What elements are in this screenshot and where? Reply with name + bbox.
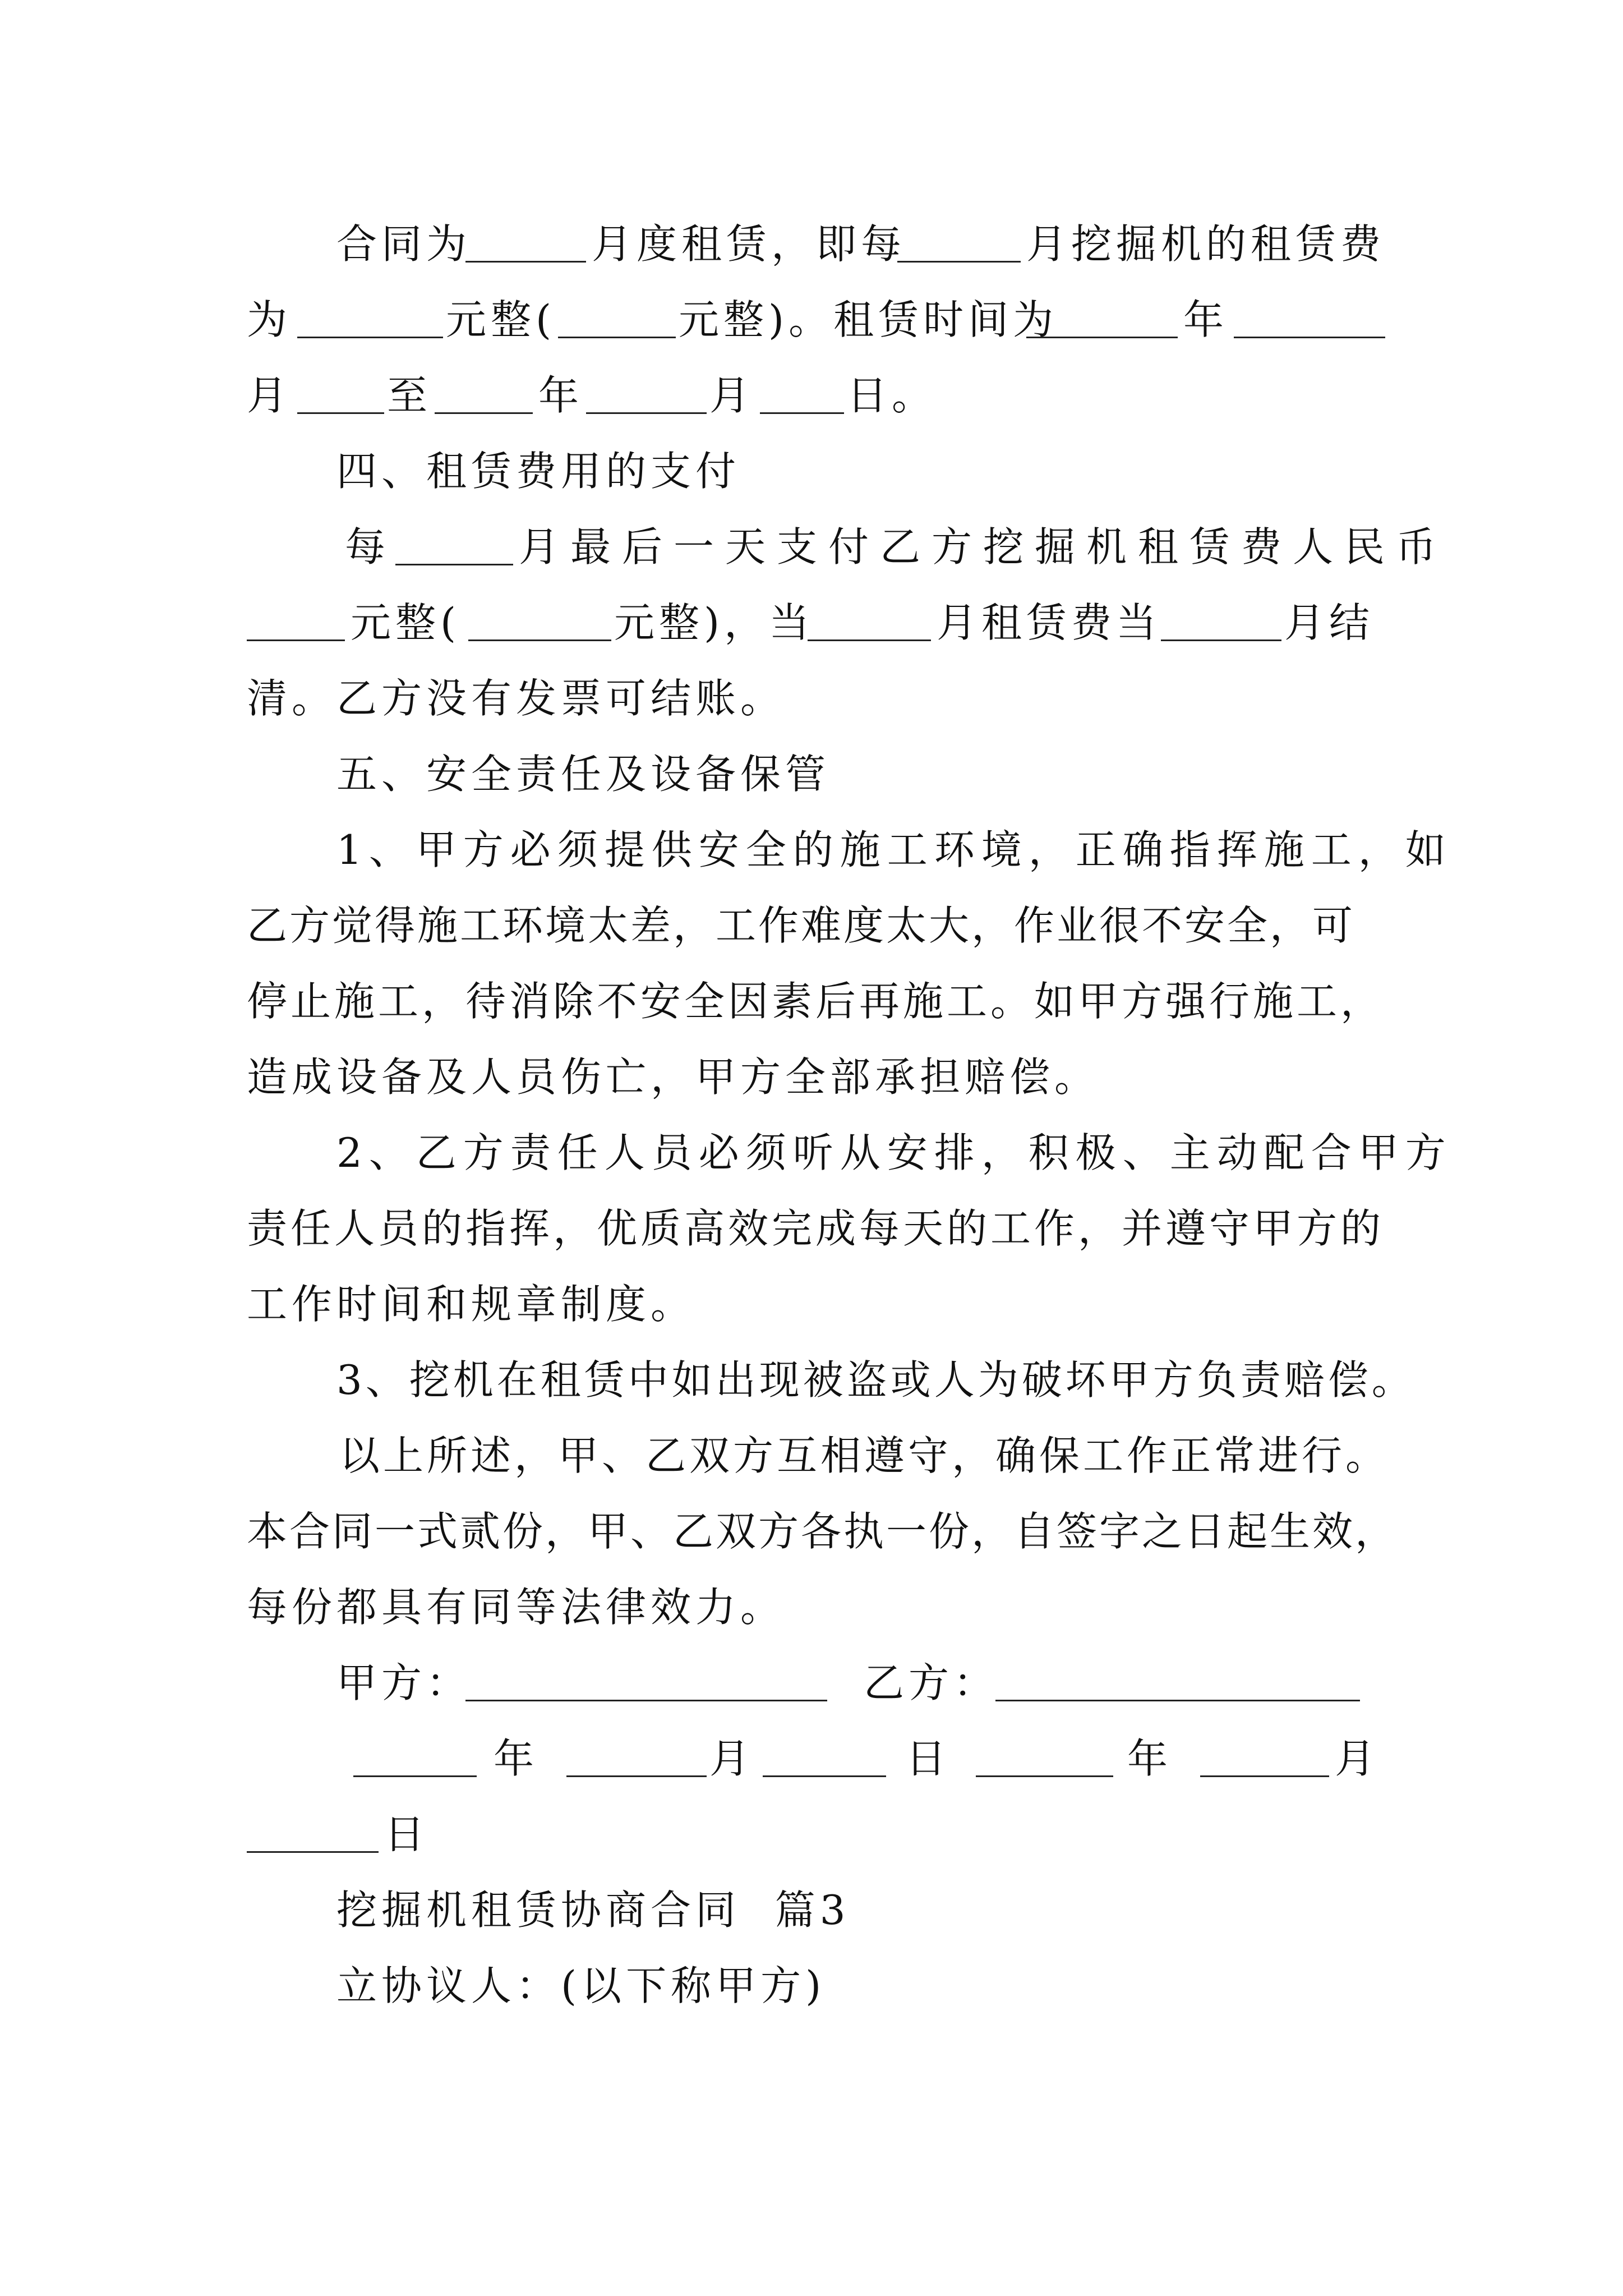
blank-line xyxy=(763,1722,886,1795)
text-segment: 乙方觉得施工环境太差，工作难度太大，作业很不安全，可 xyxy=(247,902,1355,949)
text-segment: 停止施工，待消除不安全因素后再施工。如甲方强行施工， xyxy=(247,978,1385,1025)
text-segment: 每份都具有同等法律效力。 xyxy=(247,1584,786,1631)
blank-line xyxy=(760,359,844,432)
text-segment: 1、甲方必须提供安全的施工环境，正确指挥施工，如 xyxy=(336,826,1453,873)
blank-line xyxy=(1200,1722,1329,1795)
text-segment: 五、安全责任及设备保管 xyxy=(336,751,831,798)
text-segment: 为 xyxy=(247,296,292,343)
text-segment: 月租赁费当 xyxy=(937,599,1161,646)
text-segment: 清。乙方没有发票可结账。 xyxy=(247,675,786,722)
text-line xyxy=(0,889,1623,962)
signature-line xyxy=(0,1646,1623,1719)
blank-line xyxy=(247,1798,379,1871)
text-line xyxy=(0,1192,1623,1265)
text-segment: 日 xyxy=(384,1811,430,1858)
text-segment: 月度租赁，即每 xyxy=(592,220,906,268)
text-line xyxy=(0,1949,1623,2022)
blank-line xyxy=(353,1722,477,1795)
text-segment: 本合同一式贰份，甲、乙双方各执一份，自签字之日起生效， xyxy=(247,1508,1398,1555)
section-heading xyxy=(0,435,1623,508)
text-line xyxy=(0,359,1623,432)
text-segment: 以上所述，甲、乙双方互相遵守，确保工作正常进行。 xyxy=(339,1432,1390,1479)
text-segment: 日。 xyxy=(847,372,937,419)
blank-line xyxy=(566,1722,707,1795)
text-line xyxy=(0,1419,1623,1492)
blank-line xyxy=(297,359,384,432)
text-line xyxy=(0,208,1623,280)
text-line xyxy=(0,1571,1623,1644)
text-segment: 至 xyxy=(387,372,432,419)
text-segment: 年 xyxy=(1183,296,1229,343)
text-segment: 责任人员的指挥，优质高效完成每天的工作，并遵守甲方的 xyxy=(247,1205,1385,1252)
blank-line xyxy=(468,586,611,659)
blank-line xyxy=(1234,283,1385,356)
blank-line xyxy=(395,510,513,583)
text-segment: 立协议人：(以下称甲方) xyxy=(336,1962,826,2009)
text-segment: 3、挖机在租赁中如出现被盗或人为破坏甲方负责赔偿。 xyxy=(336,1356,1415,1404)
text-segment: 造成设备及人员伤亡，甲方全部承担赔偿。 xyxy=(247,1053,1100,1101)
text-line xyxy=(0,1343,1623,1416)
text-segment: 日 xyxy=(906,1735,951,1782)
text-segment: 四、租赁费用的支付 xyxy=(336,448,741,495)
blank-line xyxy=(586,359,707,432)
blank-line xyxy=(465,208,586,280)
blank-line xyxy=(976,1722,1113,1795)
text-segment: 月 xyxy=(709,372,755,419)
text-line xyxy=(0,662,1623,735)
text-line xyxy=(0,510,1623,583)
section-heading xyxy=(0,738,1623,811)
blank-line xyxy=(808,586,931,659)
text-line xyxy=(0,1041,1623,1114)
blank-line xyxy=(435,359,533,432)
text-segment: 月挖掘机的租赁费 xyxy=(1026,220,1386,268)
blank-line xyxy=(297,283,443,356)
date-line xyxy=(0,1722,1623,1795)
text-line xyxy=(0,813,1623,886)
party-a-label: 甲方： xyxy=(336,1659,472,1706)
party-b-label: 乙方： xyxy=(864,1659,999,1706)
blank-line xyxy=(1161,586,1281,659)
text-segment: 元整)，当 xyxy=(614,599,814,646)
blank-line xyxy=(897,208,1021,280)
text-line xyxy=(0,586,1623,659)
text-segment: 月 xyxy=(247,372,292,419)
party-b-signature-blank xyxy=(995,1646,1360,1719)
text-segment: 元整)。租赁时间为 xyxy=(679,296,1058,343)
text-segment: 工作时间和规章制度。 xyxy=(247,1281,696,1328)
text-segment: 年 xyxy=(1127,1735,1173,1782)
date-line xyxy=(0,1798,1623,1871)
text-segment: 挖掘机租赁协商合同 篇3 xyxy=(336,1887,850,1934)
text-line xyxy=(0,1116,1623,1189)
text-segment: 元整( xyxy=(351,599,461,646)
text-segment: 每 xyxy=(345,523,390,570)
text-segment: 月结 xyxy=(1284,599,1375,646)
section-title xyxy=(0,1874,1623,1947)
text-segment: 合同为 xyxy=(336,220,472,268)
blank-line xyxy=(558,283,676,356)
blank-line xyxy=(1026,283,1178,356)
text-line xyxy=(0,1268,1623,1341)
text-segment: 元整( xyxy=(446,296,556,343)
text-segment: 2、乙方责任人员必须听从安排，积极、主动配合甲方 xyxy=(336,1129,1453,1176)
party-a-signature-blank xyxy=(465,1646,827,1719)
text-line xyxy=(0,1495,1623,1568)
text-segment: 月 xyxy=(709,1735,755,1782)
text-line xyxy=(0,965,1623,1038)
blank-line xyxy=(247,586,345,659)
text-segment: 月最后一天支付乙方挖掘机租赁费人民币 xyxy=(519,523,1448,570)
text-line xyxy=(0,283,1623,356)
text-segment: 年 xyxy=(538,372,584,419)
text-segment: 年 xyxy=(494,1735,539,1782)
text-segment: 月 xyxy=(1335,1735,1380,1782)
